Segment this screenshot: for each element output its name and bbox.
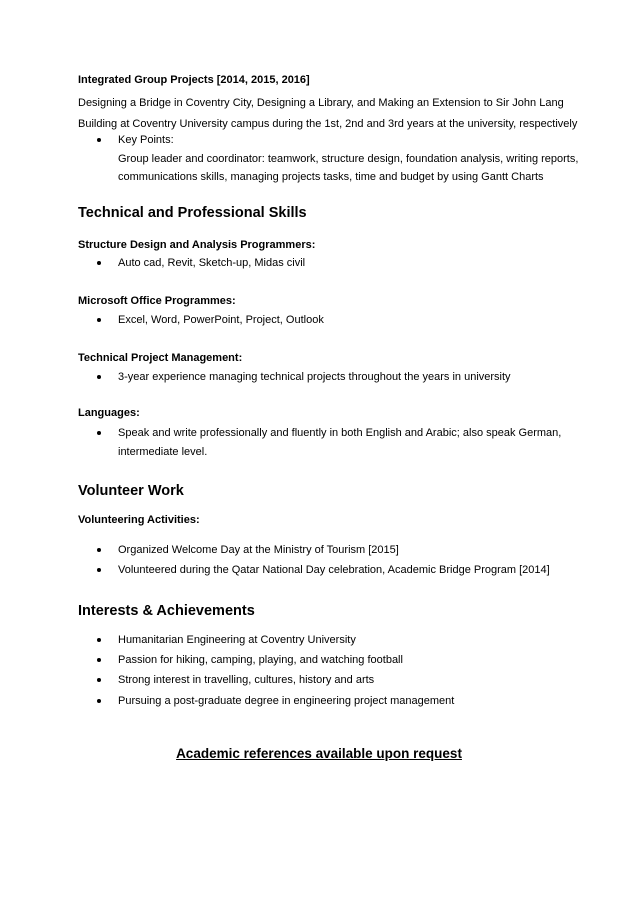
projects-line-1: Designing a Bridge in Coventry City, Designing a Library, and Making an Extension to Sir John Lang <box>78 97 564 109</box>
projects-line-2: Building at Coventry University campus during the 1st, 2nd and 3rd years at the university, respectively <box>78 118 578 130</box>
structure-design-text: Auto cad, Revit, Sketch-up, Midas civil <box>118 257 306 269</box>
bullet-icon <box>97 678 101 682</box>
bullet-icon <box>97 375 101 379</box>
office-text: Excel, Word, PowerPoint, Project, Outlook <box>118 314 324 326</box>
interest-item-text: Pursuing a post-graduate degree in engineering project management <box>118 695 455 707</box>
structure-design-heading: Structure Design and Analysis Programmers: <box>78 239 316 251</box>
interest-item-text: Passion for hiking, camping, playing, and watching football <box>118 654 403 666</box>
bullet-icon <box>97 261 101 265</box>
key-points-line-2: communications skills, managing projects tasks, time and budget by using Gantt Charts <box>118 171 544 183</box>
pm-heading: Technical Project Management: <box>78 352 243 364</box>
bullet-icon <box>97 318 101 322</box>
volunteer-section-title: Volunteer Work <box>78 483 184 499</box>
languages-heading: Languages: <box>78 407 140 419</box>
projects-heading: Integrated Group Projects [2014, 2015, 2016] <box>78 74 310 86</box>
languages-text-line-1: Speak and write professionally and fluently in both English and Arabic; also speak German, <box>118 427 562 439</box>
key-points-line-1: Group leader and coordinator: teamwork, structure design, foundation analysis, writing reports, <box>118 153 579 165</box>
bullet-icon <box>97 548 101 552</box>
volunteer-item-text: Volunteered during the Qatar National Day celebration, Academic Bridge Program [2014] <box>118 564 550 576</box>
pm-text: 3-year experience managing technical projects throughout the years in university <box>118 371 511 383</box>
interest-item-text: Strong interest in travelling, cultures, history and arts <box>118 674 375 686</box>
bullet-icon <box>97 699 101 703</box>
office-heading: Microsoft Office Programmes: <box>78 295 236 307</box>
bullet-icon <box>97 638 101 642</box>
bullet-icon <box>97 568 101 572</box>
bullet-icon <box>97 138 101 142</box>
key-points-label: Key Points: <box>118 134 174 146</box>
skills-section-title: Technical and Professional Skills <box>78 205 307 221</box>
interest-item-text: Humanitarian Engineering at Coventry University <box>118 634 356 646</box>
languages-text-line-2: intermediate level. <box>118 446 208 458</box>
bullet-icon <box>97 658 101 662</box>
volunteering-activities-heading: Volunteering Activities: <box>78 514 200 526</box>
interests-section-title: Interests & Achievements <box>78 603 255 619</box>
references-note: Academic references available upon request <box>176 746 462 761</box>
volunteer-item-text: Organized Welcome Day at the Ministry of Tourism [2015] <box>118 544 399 556</box>
bullet-icon <box>97 431 101 435</box>
